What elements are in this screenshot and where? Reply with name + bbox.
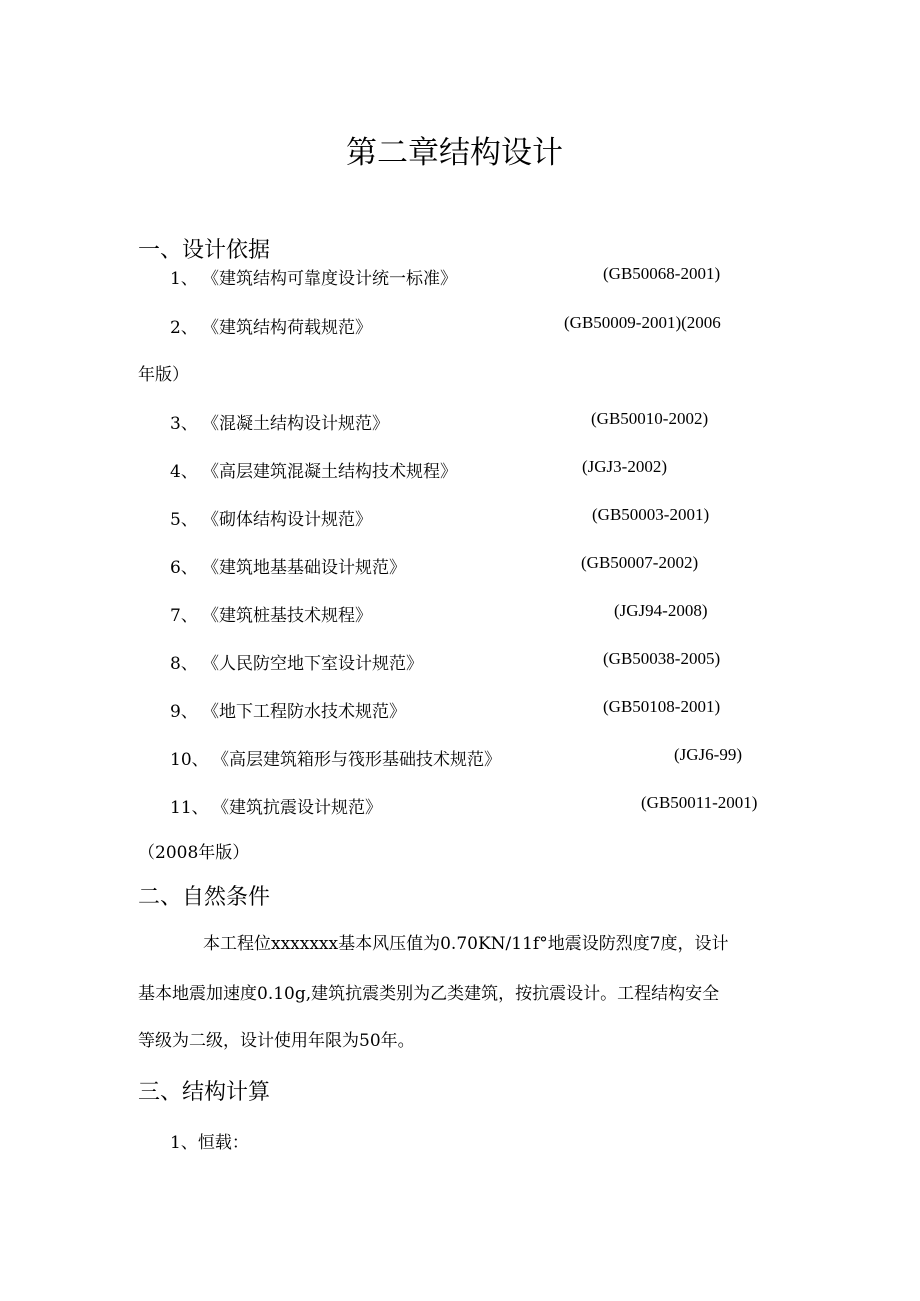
list-item-continuation: （2008年版） — [138, 843, 250, 863]
list-item-code: (GB50108-2001) — [603, 697, 721, 716]
chapter-title: 第二章结构设计 — [346, 135, 563, 171]
section-heading-design-basis: 一、设计依据 — [138, 238, 271, 263]
list-item-code: (GB50038-2005) — [603, 649, 721, 668]
list-item-code: (GB50009-2001)(2006 — [564, 313, 721, 332]
list-item-number: 9、 — [170, 702, 198, 722]
list-item-name: 《建筑地基基础设计规范》 — [202, 558, 406, 578]
list-item-name: 《建筑结构可靠度设计统一标准》 — [202, 269, 457, 289]
list-item-name: 《地下工程防水技术规范》 — [202, 702, 406, 722]
list-item-number: 10、 — [170, 750, 209, 770]
section-heading-natural-conditions: 二、自然条件 — [138, 885, 271, 910]
list-item-code: (GB50007-2002) — [581, 553, 699, 572]
list-item-code: (GB50003-2001) — [592, 505, 710, 524]
list-item-name: 《建筑结构荷载规范》 — [202, 318, 372, 338]
list-item-continuation: 年版） — [138, 365, 189, 385]
section-heading-structural-calculation: 三、结构计算 — [138, 1080, 271, 1105]
list-item-name: 《建筑桩基技术规程》 — [202, 606, 372, 626]
list-item-number: 4、 — [170, 462, 198, 482]
list-item-number: 2、 — [170, 318, 198, 338]
list-item-name: 《高层建筑箱形与筏形基础技术规范》 — [212, 750, 501, 770]
list-item-name: 《混凝土结构设计规范》 — [202, 414, 389, 434]
list-item-name: 《建筑抗震设计规范》 — [212, 798, 382, 818]
paragraph-line: 本工程位xxxxxxx基本风压值为0.70KN/11f°地震设防烈度7度，设计 — [203, 934, 729, 954]
list-item-number: 6、 — [170, 558, 198, 578]
list-item-number: 11、 — [170, 798, 209, 818]
list-item-number: 7、 — [170, 606, 198, 626]
paragraph-line: 基本地震加速度0.10g,建筑抗震类别为乙类建筑，按抗震设计。工程结构安全 — [138, 984, 720, 1004]
list-item-name: 《高层建筑混凝土结构技术规程》 — [202, 462, 457, 482]
list-item-number: 3、 — [170, 414, 198, 434]
paragraph-line: 等级为二级，设计使用年限为50年。 — [138, 1031, 415, 1051]
list-item-code: (JGJ6-99) — [674, 745, 742, 764]
list-item-name: 《人民防空地下室设计规范》 — [202, 654, 423, 674]
list-item-number: 1、 — [170, 269, 198, 289]
list-item-code: (JGJ3-2002) — [582, 457, 667, 476]
subsection-dead-load: 1、恒载： — [170, 1133, 249, 1153]
list-item-code: (GB50010-2002) — [591, 409, 709, 428]
list-item-name: 《砌体结构设计规范》 — [202, 510, 372, 530]
list-item-code: (GB50068-2001) — [603, 264, 721, 283]
list-item-code: (JGJ94-2008) — [614, 601, 708, 620]
list-item-number: 5、 — [170, 510, 198, 530]
list-item-code: (GB50011-2001) — [641, 793, 758, 812]
list-item-number: 8、 — [170, 654, 198, 674]
